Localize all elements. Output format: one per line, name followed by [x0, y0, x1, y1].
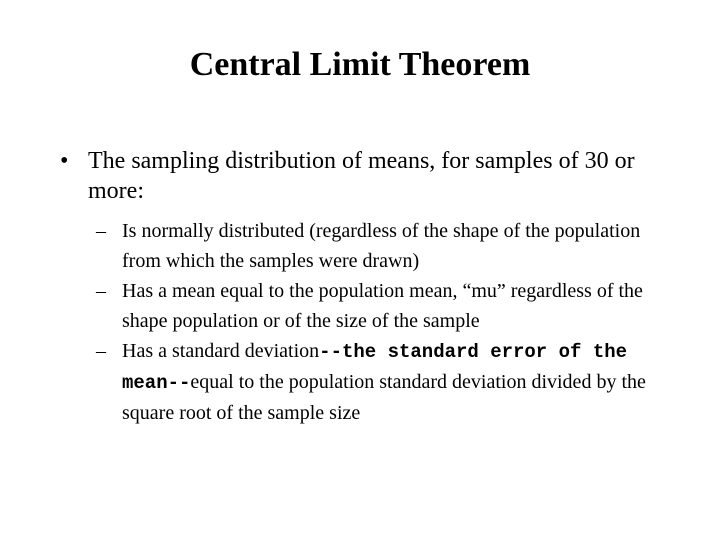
sub-bullet-text-after: equal to the population standard deviation divided by the square root of the sample size — [122, 371, 646, 424]
sub-bullet-item — [96, 336, 656, 428]
dash-symbol: – — [96, 340, 106, 362]
dash-symbol: – — [96, 220, 106, 242]
sub-bullet-text: Is normally distributed (regardless of the shape of the population from which the samples were drawn) — [122, 220, 641, 272]
sub-bullet-text-before: Has a standard deviation — [122, 340, 320, 362]
sub-bullet-item — [96, 276, 656, 336]
main-bullet-text: The sampling distribution of means, for samples of 30 or more: — [88, 148, 635, 204]
sub-bullet-item — [96, 216, 656, 276]
standard-error-term: --the standard error of the mean-- — [122, 341, 628, 394]
slide-title: Central Limit Theorem — [189, 46, 531, 83]
main-bullet — [60, 146, 670, 206]
sub-bullet-list — [96, 216, 656, 428]
bullet-symbol: • — [60, 148, 69, 174]
sub-bullet-text: Has a mean equal to the population mean, “mu” regardless of the shape population or of the size of the sample — [122, 280, 643, 332]
dash-symbol: – — [96, 280, 106, 302]
